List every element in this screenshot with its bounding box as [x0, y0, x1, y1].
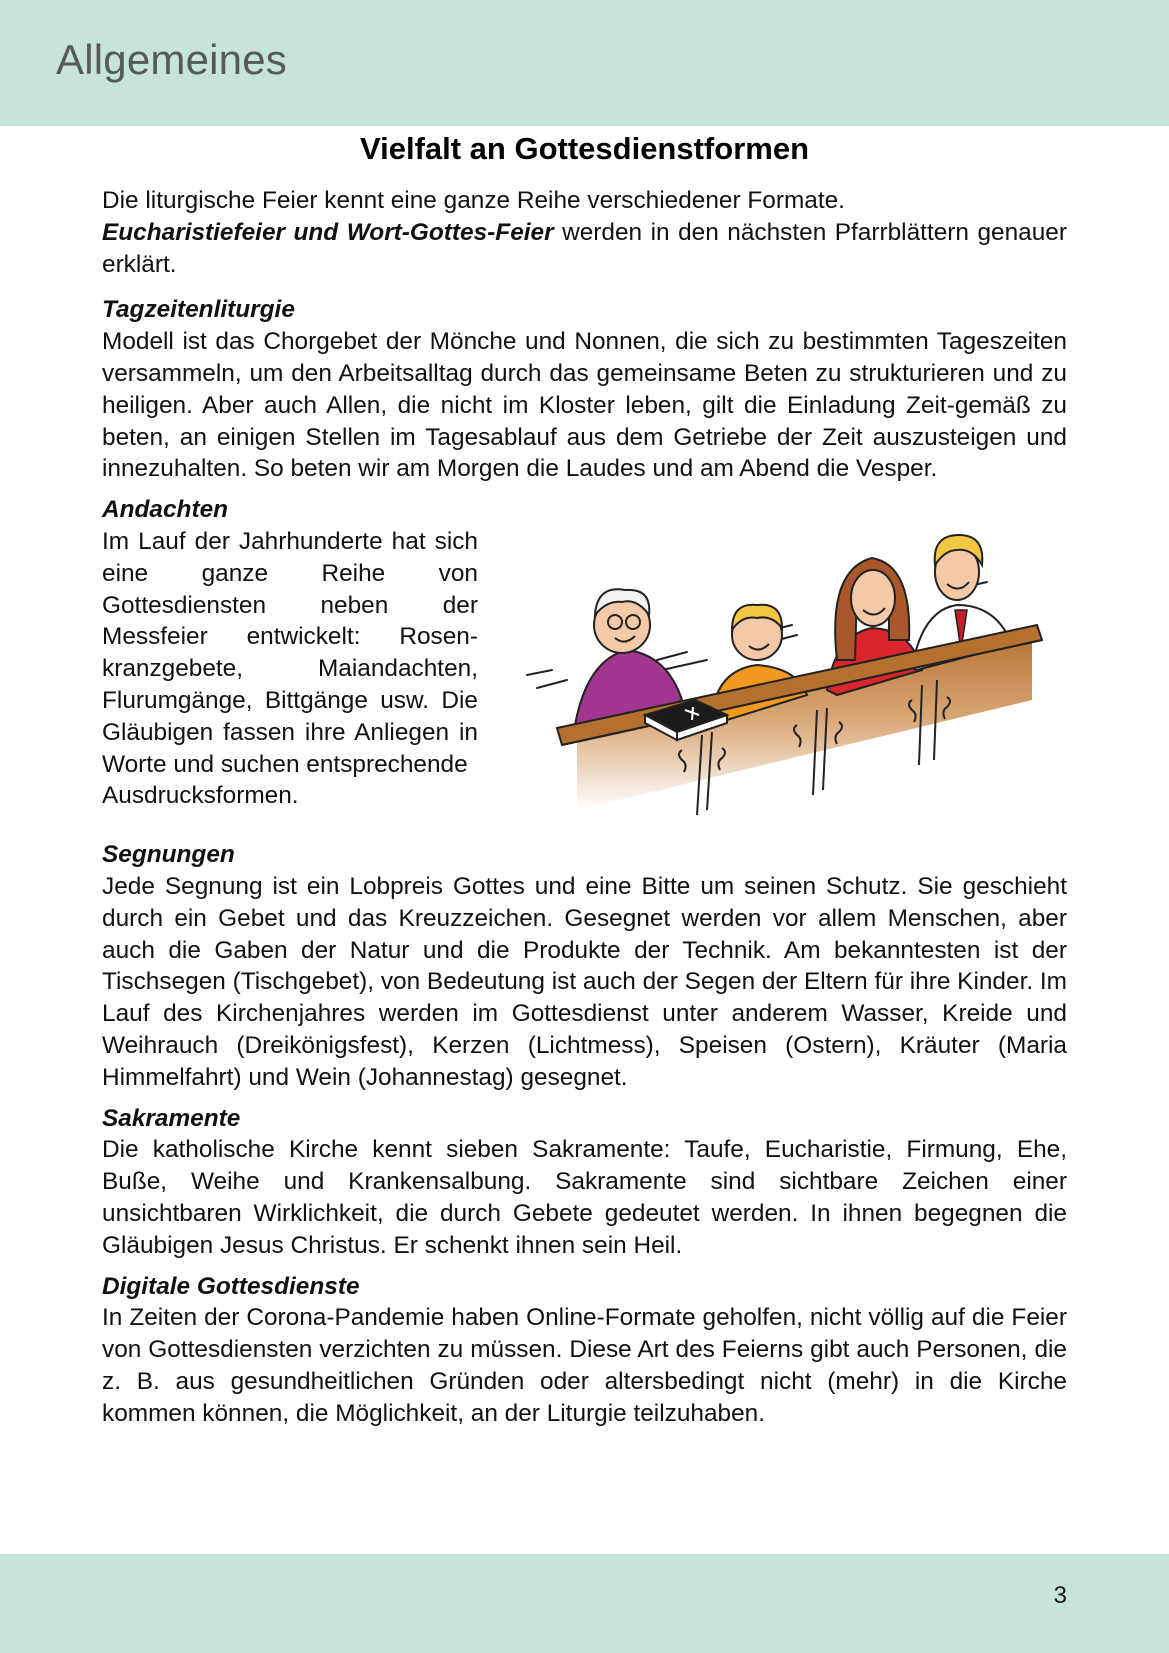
section-body-last-line: Ausdrucksformen. — [102, 782, 299, 810]
church-pew-illustration — [517, 510, 1077, 830]
header-band — [0, 0, 1169, 126]
section-andachten — [102, 494, 1067, 830]
andachten-layout — [102, 494, 1067, 830]
section-body: In Zeiten der Corona-Pandemie haben Online-Formate geholfen, nicht völlig auf die Feier von Gottesdiensten verzichten zu müssen. Diese Art des Feierns gibt auch Personen, die z. B. aus gesundheitlichen Gründen oder altersbedingt nicht (mehr) in die Kirche kommen können, die Möglichkeit, an der Liturgie teilzuhaben. — [102, 1304, 1067, 1427]
page-number: 3 — [1053, 1582, 1067, 1609]
article-content — [102, 185, 1067, 1439]
section-heading: Sakramente — [102, 1104, 241, 1132]
intro-block — [102, 185, 1067, 280]
section-body: Im Lauf der Jahrhunderte hat sich eine ganze Reihe von Gottesdiensten neben der Messfeier entwickelt: Rosen-kranzgebete, Maiandachten, Flurumgänge, Bittgänge usw. Die Gläubigen fassen ihre Anliegen in Worte und suchen entsprechende — [102, 527, 478, 778]
section-body: Die katholische Kirche kennt sieben Sakramente: Taufe, Eucharistie, Firmung, Ehe, Buße, Weihe und Krankensalbung. Sakramente sind sichtbare Zeichen einer unsichtbaren Wirklichkeit, die durch Gebete gedeutet werden. In ihnen begegnen die Gläubigen Jesus Christus. Er schenkt ihnen sein Heil. — [102, 1136, 1067, 1259]
intro-rest: werden in den nächsten Pfarrblättern genauer erklärt. — [102, 218, 1067, 278]
section-tagzeitenliturgie — [102, 294, 1067, 485]
intro-paragraph — [102, 217, 1067, 281]
section-heading: Tagzeitenliturgie — [102, 296, 295, 324]
section-heading: Segnungen — [102, 841, 235, 869]
section-heading: Digitale Gottesdienste — [102, 1272, 360, 1300]
section-heading: Andachten — [102, 496, 229, 524]
section-segnungen — [102, 839, 1067, 1093]
section-body: Jede Segnung ist ein Lobpreis Gottes und eine Bitte um seinen Schutz. Sie geschieht durch ein Gebet und das Kreuzzeichen. Gesegnet werden vor allem Menschen, aber auch die Gaben der Natur und die Produkte der Technik. Am bekanntesten ist der Tischsegen (Tischgebet), von Bedeutung ist auch der Segen der Eltern für ihre Kinder. Im Lauf des Kirchenjahres werden im Gottesdienst unter anderem Wasser, Kreide und Weihrauch (Dreikönigsfest), Kerzen (Lichtmess), Speisen (Ostern), Kräuter (Maria Himmelfahrt) und Wein (Johannestag) gesegnet. — [102, 872, 1067, 1091]
section-body: Modell ist das Chorgebet der Mönche und Nonnen, die sich zu bestimmten Tageszeiten versammeln, um den Arbeitsalltag durch das gemeinsame Beten zu strukturieren und zu heiligen. Aber auch Allen, die nicht im Kloster leben, gilt die Einladung Zeit-gemäß zu beten, an einigen Stellen im Tagesablauf aus dem Getriebe der Zeit auszusteigen und innezuhalten. So beten wir am Morgen die Laudes und am Abend die Vesper. — [102, 328, 1067, 483]
page-title: Vielfalt an Gottesdienstformen — [359, 131, 809, 166]
intro-emphasis: Eucharistiefeier und Wort-Gottes-Feier — [102, 218, 554, 246]
header-title: Allgemeines — [56, 36, 287, 83]
section-sakramente — [102, 1103, 1067, 1262]
intro-line: Die liturgische Feier kennt eine ganze Reihe verschiedener Formate. — [102, 187, 845, 214]
andachten-text-column — [102, 494, 478, 830]
footer-band — [0, 1554, 1169, 1653]
section-digitale-gottesdienste — [102, 1271, 1067, 1430]
